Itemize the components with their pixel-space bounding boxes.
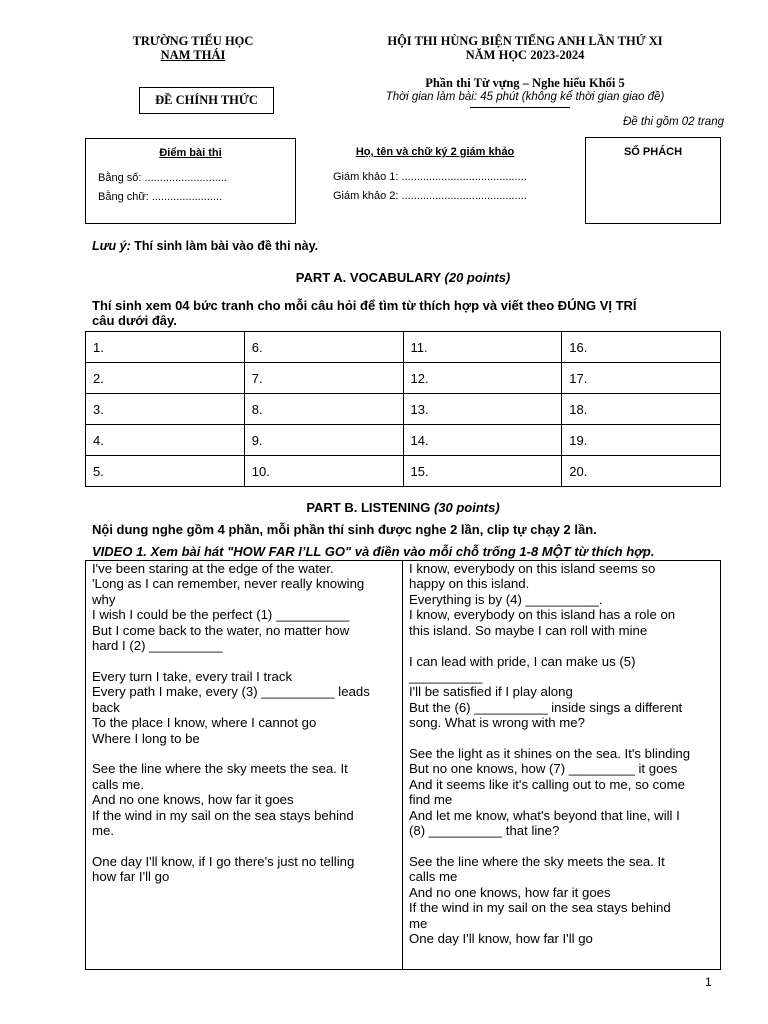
lyrics-right-column [403, 561, 720, 969]
vocab-answer-cell[interactable]: 11. [403, 332, 562, 363]
part-b-points: (30 points) [433, 500, 500, 515]
contest-title: HỘI THI HÙNG BIỆN TIẾNG ANH LẦN THỨ XI [387, 34, 663, 48]
section-heading [340, 76, 710, 104]
lyric-line: song. What is wrong with me? [409, 715, 585, 731]
pages-note: Đề thi gồm 02 trang [622, 116, 724, 128]
vocab-answer-cell[interactable]: 3. [86, 394, 245, 425]
stanza-break [409, 731, 714, 747]
examiner-2: Giám khảo 2: ......................................... [333, 190, 527, 202]
lyric-line: To the place I know, where I cannot go [92, 715, 317, 731]
vocab-answer-cell[interactable]: 7. [244, 363, 403, 394]
vocab-answer-cell[interactable]: 6. [244, 332, 403, 363]
stanza-break [409, 839, 714, 855]
official-label: ĐỀ CHÍNH THỨC [155, 93, 258, 107]
lyric-line: I can lead with pride, I can make us (5) [409, 653, 636, 669]
lyric-line: how far I'll go [92, 869, 170, 885]
school-name [118, 34, 268, 62]
part-b-title: PART B. LISTENING [306, 500, 434, 515]
lyric-line: happy on this island. [409, 576, 530, 592]
lyric-line: If the wind in my sail on the sea stays behind [92, 807, 354, 823]
stanza-break [92, 653, 396, 669]
score-in-words: Bằng chữ: ....................... [98, 191, 223, 203]
lyric-line: But no one knows, how (7) _________ it goes [409, 761, 678, 777]
vocab-answer-cell[interactable]: 13. [403, 394, 562, 425]
lyric-line: __________ [409, 668, 483, 684]
lyric-line: Every path I make, every (3) __________ leads [92, 684, 370, 700]
part-a-title: PART A. VOCABULARY [295, 270, 445, 285]
lyric-line: 'Long as I can remember, never really knowing [92, 576, 365, 592]
lyric-line: this island. So maybe I can roll with mine [409, 622, 648, 638]
lyric-line: calls me. [92, 776, 145, 792]
examiners-title: Họ, tên và chữ ký 2 giám khảo [355, 146, 515, 158]
lyric-line: One day I'll know, if I go there's just no telling [92, 854, 355, 869]
vocab-answer-cell[interactable]: 1. [86, 332, 245, 363]
examiners-box [300, 138, 570, 224]
part-a-heading [85, 270, 721, 285]
official-badge [139, 87, 274, 114]
lyric-line: why [92, 591, 116, 607]
lyric-line: If the wind in my sail on the sea stays behind [409, 900, 671, 916]
vocab-answer-cell[interactable]: 4. [86, 425, 245, 456]
vocab-answer-cell[interactable]: 20. [562, 456, 721, 487]
video-1-instruction: VIDEO 1. Xem bài hát "HOW FAR I’LL GO" và điền vào mỗi chỗ trống 1-8 MỘT từ thích hợp. [92, 544, 655, 559]
note-text: Thí sinh làm bài vào đề thi này. [130, 239, 319, 253]
lyric-line: (8) __________ that line? [409, 823, 560, 839]
vocab-answer-cell[interactable]: 14. [403, 425, 562, 456]
lyric-line: me [409, 915, 428, 931]
vocab-answer-cell[interactable]: 9. [244, 425, 403, 456]
lyric-line: And it seems like it's calling out to me, so come [409, 776, 685, 792]
stanza-break [92, 746, 396, 762]
lyric-line: But I come back to the water, no matter how [92, 622, 350, 638]
lyric-line: I know, everybody on this island has a role on [409, 607, 676, 623]
stanza-break [409, 638, 714, 654]
score-box [85, 138, 296, 224]
so-phach-box [585, 137, 721, 224]
school-name-line2: NAM THÁI [160, 48, 226, 62]
note-label: Lưu ý: [92, 239, 131, 253]
section-title: Phần thi Từ vựng – Nghe hiểu Khối 5 [425, 76, 625, 90]
vocab-answer-cell[interactable]: 8. [244, 394, 403, 425]
lyric-line: See the line where the sky meets the sea. It [409, 854, 665, 869]
part-b-heading [85, 500, 721, 515]
lyric-line: I know, everybody on this island seems so [409, 561, 656, 576]
lyric-line: I wish I could be the perfect (1) __________ [92, 607, 350, 623]
lyric-line: calls me [409, 869, 458, 885]
lyric-line: But the (6) __________ inside sings a different [409, 699, 683, 715]
vocab-answer-cell[interactable]: 19. [562, 425, 721, 456]
lyric-line: See the light as it shines on the sea. It's blinding [409, 746, 691, 762]
school-year: NĂM HỌC 2023-2024 [465, 48, 585, 62]
vocabulary-answer-grid [85, 331, 721, 487]
lyric-line: See the line where the sky meets the sea. It [92, 761, 348, 777]
lyric-line: Every turn I take, every trail I track [92, 668, 293, 684]
lyric-line: back [92, 699, 120, 715]
lyric-line: Where I long to be [92, 730, 200, 746]
vocab-answer-cell[interactable]: 15. [403, 456, 562, 487]
lyric-line: hard I (2) __________ [92, 638, 223, 654]
lyric-line: find me [409, 792, 453, 808]
part-a-instruction-line1: Thí sinh xem 04 bức tranh cho mỗi câu hỏi để tìm từ thích hợp và viết theo ĐÚNG VỊ TRÍ [92, 298, 637, 313]
vocab-row [86, 425, 721, 456]
vocab-answer-cell[interactable]: 12. [403, 363, 562, 394]
lyric-line: I've been staring at the edge of the water. [92, 561, 334, 576]
lyric-line: me. [92, 823, 114, 839]
time-note: Thời gian làm bài: 45 phút (không kể thời gian giao đề) [385, 91, 665, 103]
lyric-line: And no one knows, how far it goes [409, 884, 611, 900]
part-a-points: (20 points) [444, 270, 511, 285]
lyric-line: And no one knows, how far it goes [92, 792, 294, 808]
lyrics-left-column [86, 561, 403, 969]
note [92, 239, 318, 253]
vocab-answer-cell[interactable]: 2. [86, 363, 245, 394]
part-b-instruction: Nội dung nghe gồm 4 phần, mỗi phần thí sinh được nghe 2 lần, clip tự chạy 2 lần. [92, 522, 597, 537]
divider [470, 107, 570, 108]
vocab-row [86, 332, 721, 363]
vocab-row [86, 363, 721, 394]
vocab-answer-cell[interactable]: 16. [562, 332, 721, 363]
part-a-instruction-line2: câu dưới đây. [92, 313, 177, 328]
vocab-answer-cell[interactable]: 18. [562, 394, 721, 425]
vocab-answer-cell[interactable]: 17. [562, 363, 721, 394]
vocab-row [86, 456, 721, 487]
page-number: 1 [705, 975, 712, 989]
part-a-instruction [92, 298, 732, 328]
lyric-line: One day I'll know, how far I'll go [409, 931, 593, 947]
vocab-answer-cell[interactable]: 5. [86, 456, 245, 487]
score-in-numbers: Bằng số: ........................... [98, 172, 227, 184]
lyric-line: I'll be satisfied if I play along [409, 684, 573, 700]
contest-heading [340, 34, 710, 62]
lyric-line: Everything is by (4) __________. [409, 591, 603, 607]
school-name-line1: TRƯỜNG TIỂU HỌC [132, 34, 254, 48]
score-box-title: Điểm bài thi [159, 147, 222, 159]
vocab-row [86, 394, 721, 425]
so-phach-title: SỐ PHÁCH [623, 146, 683, 158]
examiner-1: Giám khảo 1: ......................................... [333, 171, 527, 183]
lyrics-box [85, 560, 721, 970]
stanza-break [92, 839, 396, 855]
vocab-answer-cell[interactable]: 10. [244, 456, 403, 487]
lyric-line: And let me know, what's beyond that line, will I [409, 807, 680, 823]
